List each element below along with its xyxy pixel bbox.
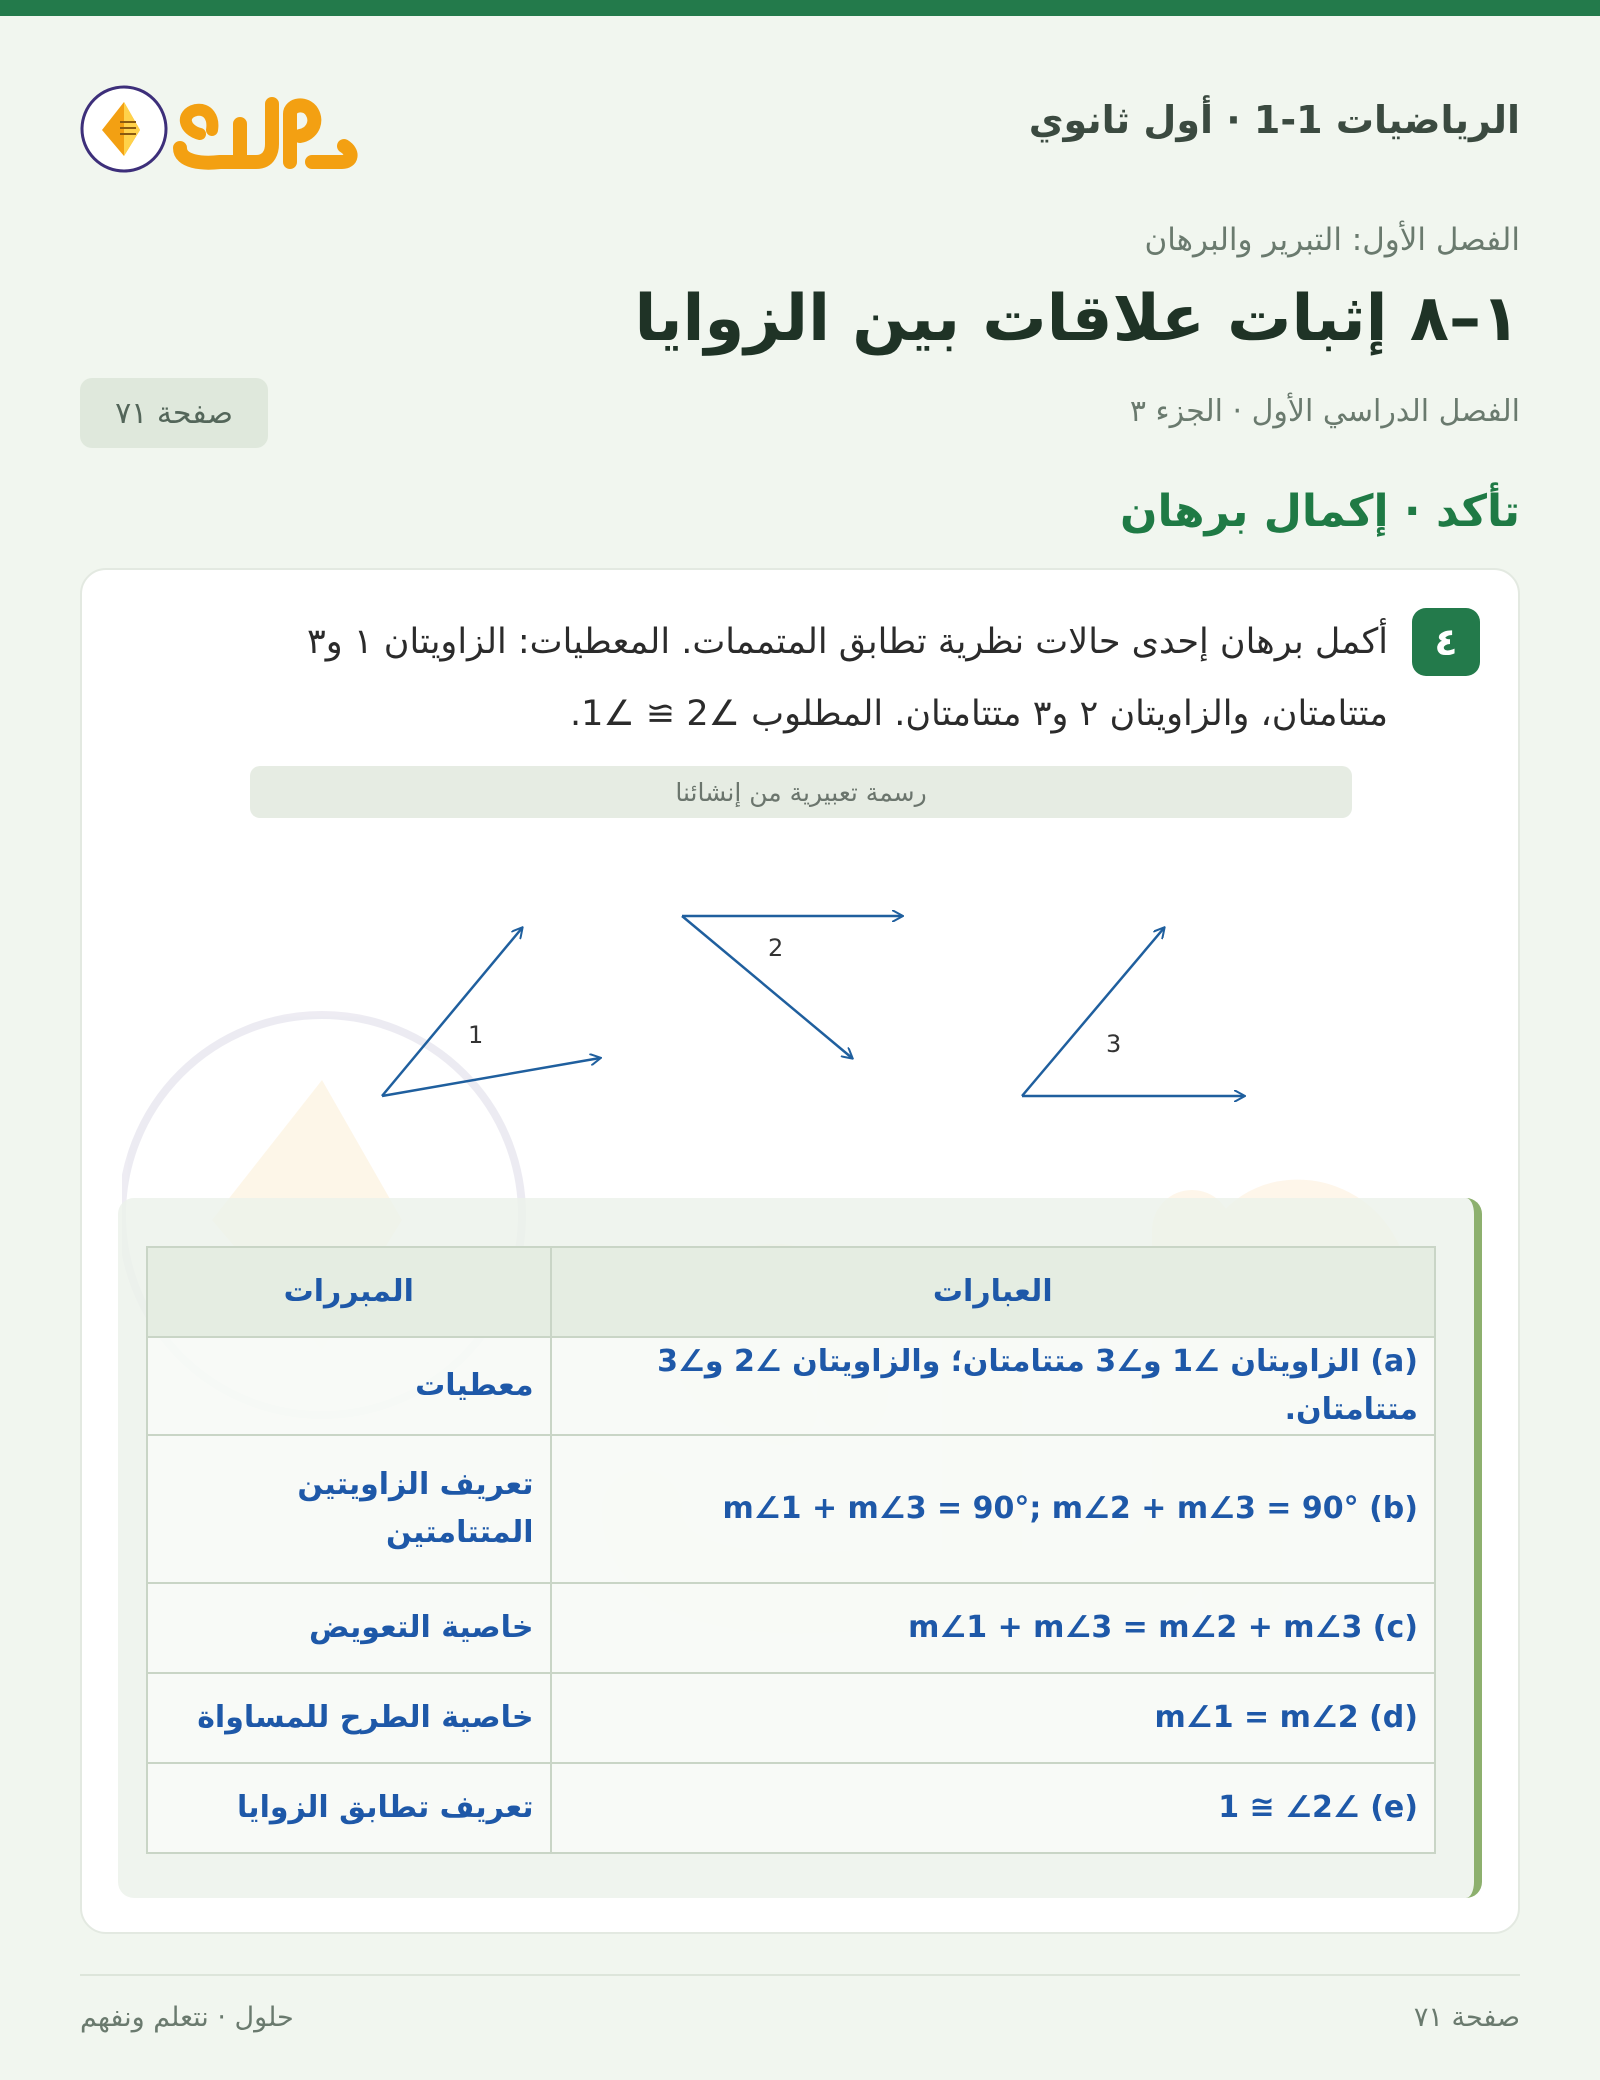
angle-1-ray-b <box>382 1058 600 1096</box>
table-row <box>147 1673 1435 1763</box>
brand-logo[interactable] <box>80 64 360 194</box>
footer-slogan: حلول · نتعلم ونفهم <box>80 2002 294 2033</box>
footer-page-number: صفحة ٧١ <box>1413 2002 1520 2033</box>
proof-reason: خاصية الطرح للمساواة <box>147 1673 551 1763</box>
lesson-title: ١–٨ إثبات علاقات بين الزوايا <box>634 282 1520 356</box>
proof-statement: (d) m∠1 = m∠2 <box>551 1673 1435 1763</box>
question-card <box>80 568 1520 1934</box>
angle-1-label: 1 <box>468 1021 484 1049</box>
question-text: أكمل برهان إحدى حالات نظرية تطابق المتممات. المعطيات: الزاويتان ١ و٣ متتامتان، والزاويتان ٢ و٣ متتامتان. المطلوب ∠2 ≅ ∠1. <box>306 622 1388 734</box>
angle-2-ray-b <box>682 916 852 1058</box>
table-row <box>147 1337 1435 1435</box>
logo-emblem-icon <box>80 64 360 194</box>
proof-statement: (b) m∠1 + m∠3 = 90°; m∠2 + m∠3 = 90° <box>551 1435 1435 1583</box>
angle-2-label: 2 <box>768 934 784 962</box>
page-number-badge: صفحة ٧١ <box>80 378 268 448</box>
proof-statement: (a) الزاويتان ∠1 و∠3 متتامتان؛ والزاويتان ∠2 و∠3 متتامتان. <box>551 1337 1435 1435</box>
figure-caption: رسمة تعبيرية من إنشائنا <box>250 766 1352 818</box>
proof-box <box>118 1198 1482 1898</box>
page-header <box>80 64 1520 194</box>
footer-divider <box>80 1974 1520 1976</box>
proof-table-header <box>147 1247 1435 1337</box>
proof-statement: (e) ∠1 ≅ ∠2 <box>551 1763 1435 1853</box>
proof-reason: خاصية التعويض <box>147 1583 551 1673</box>
grade-label: الرياضيات 1-1 · أول ثانوي <box>1028 98 1520 142</box>
proof-table <box>146 1246 1436 1854</box>
table-row <box>147 1435 1435 1583</box>
semester-meta: الفصل الدراسي الأول · الجزء ٣ <box>1129 394 1520 429</box>
angle-1-ray-a <box>382 928 522 1096</box>
section-title: تأكد · إكمال برهان <box>1119 486 1520 537</box>
chapter-title: الفصل الأول: التبرير والبرهان <box>1144 222 1520 258</box>
reasons-header: المبررات <box>147 1247 551 1337</box>
proof-reason: معطيات <box>147 1337 551 1435</box>
table-row <box>147 1763 1435 1853</box>
question-number-badge: ٤ <box>1412 608 1480 676</box>
top-stripe <box>0 0 1600 16</box>
statements-header: العبارات <box>551 1247 1435 1337</box>
angle-3-ray-a <box>1022 928 1164 1096</box>
angle-3-label: 3 <box>1106 1030 1122 1058</box>
table-row <box>147 1583 1435 1673</box>
proof-reason: تعريف الزاويتين المتتامتين <box>147 1435 551 1583</box>
proof-statement: (c) m∠1 + m∠3 = m∠2 + m∠3 <box>551 1583 1435 1673</box>
angles-figure <box>82 830 1518 1180</box>
proof-reason: تعريف تطابق الزوايا <box>147 1763 551 1853</box>
